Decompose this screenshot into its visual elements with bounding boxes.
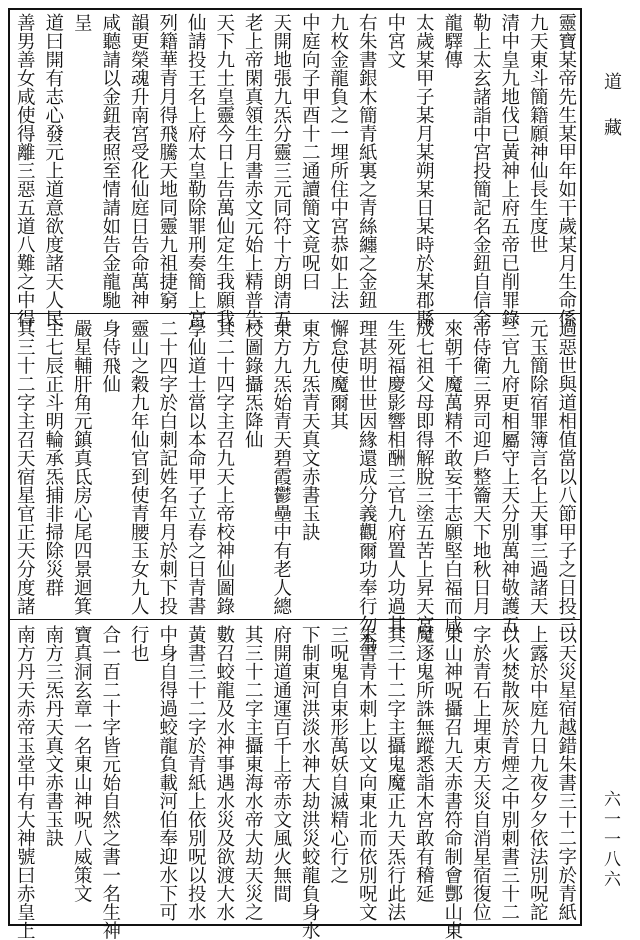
text-column: 嚴星輔肝角元鎮真氐房心尾四景迴箕: [71, 319, 93, 615]
text-column: 三官九府更相屬守上天分別萬神敬護五: [498, 319, 520, 634]
text-column: 呈: [71, 13, 93, 32]
text-column: 善男善女咸使得離三惡五道八難之中得: [14, 13, 36, 328]
text-column: 合一百二十字皆元始自然之書一名生神: [99, 625, 121, 940]
text-column: 上露於中庭九日九夜夕夕依法別呪詑: [527, 625, 549, 921]
text-column: 靈山之穀九年仙官到使青腰玉女九人: [128, 319, 150, 615]
text-column: 仙請投王名上府太皇勒除罪刑奏簡上宮: [185, 13, 207, 328]
margin-page-number: 六一一八六: [600, 790, 620, 890]
text-column: 學仙道士當以本命甲子立春之日青書: [185, 319, 207, 615]
text-column: 東山神呪攝召九天赤書符命制會酆山東: [441, 625, 463, 940]
text-column: 右朱書銀木簡青紙裏之青絲纏之金鈕: [356, 13, 378, 309]
text-column: 勒上太玄諸詣中宮投簡記名金鈕自信金: [470, 13, 492, 328]
text-column: 東方九炁始青天碧霞鬱壘中有老人總: [270, 319, 292, 615]
text-column: 咸聽請以金鈕表照至情請如告金龍馳: [99, 13, 121, 309]
text-column: 二十四字於白刺記姓名年月於刺下投: [156, 319, 178, 615]
text-column: 韻更榮魂升南宮受化仙庭日告命萬神: [128, 13, 150, 309]
text-column: 字於青石上埋東方天災自消星宿復位: [470, 625, 492, 921]
text-column: 龍驛傳: [441, 13, 463, 69]
text-column: 南方丹天赤帝玉堂中有大神號曰赤皇上: [14, 625, 36, 940]
text-region-top: [10, 13, 580, 328]
text-column: 三呪鬼自束形萬妖自滅精心行之: [327, 625, 349, 884]
text-column: 其二十四字主召九天上帝校神仙圖錄: [213, 319, 235, 615]
text-column: 過惡世與道相值當以八節甲子之日投三: [555, 319, 577, 634]
text-column: 中宮文: [384, 13, 406, 69]
text-column: 校圖錄攝炁降仙: [242, 319, 264, 449]
text-column: 其三十二字主攝東海水帝大劫天災之: [242, 625, 264, 921]
text-column: 其三十二字主召天宿星官正天分度諸: [14, 319, 36, 615]
text-column: 以火焚散灰於青煙之中別刺書三十二: [498, 625, 520, 921]
text-column: 寶真洞玄章一名東山神呪八威策文: [71, 625, 93, 903]
text-column: 帝侍衛三界司迎戶整籥天下地秋日月: [470, 319, 492, 615]
text-column: 清中皇九地伐已黃神上府五帝已削罪錄: [498, 13, 520, 328]
text-column: 東方九炁青天真文赤書玉訣: [299, 319, 321, 541]
margin-book-title: 道: [601, 72, 622, 90]
text-column: 天開地張九炁分靈三元同符十方朗清五: [270, 13, 292, 328]
text-column: 府開道通運百千上帝赤文風火無間: [270, 625, 292, 903]
text-column: 數召蛟龍及水神事遇水災及欲渡大水: [213, 625, 235, 921]
text-column: 行也: [128, 625, 150, 662]
text-column: 生死福慶影響相酬三官九府置人功過其: [384, 319, 406, 634]
text-column: 天下九土皇靈今日上告萬仙定生我願我: [213, 13, 235, 328]
text-column: 來朝千魔萬精不敢妄干志願堅白福而咸: [441, 319, 463, 634]
text-column: 九天東斗簡籍願神仙長生度世: [527, 13, 549, 254]
text-column: 靈寶某帝先生某甲年如干歲某月生命係: [555, 13, 577, 328]
text-column: 中庭向子甲酉十二通讀簡文竟呪曰: [299, 13, 321, 291]
text-column: 老上帝閑真領生月書赤文元始上精普告: [242, 13, 264, 328]
text-column: 理甚明世世因緣還成分義觀爾功奉行勿為: [356, 319, 378, 652]
text-column: 九枚金龍負之一埋所住中宮恭如上法: [327, 13, 349, 309]
text-column: 太歲某甲子某月某朔某日某時於某郡縣: [413, 13, 435, 328]
text-column: 元玉簡除宿罪簿言名上天事三過諸天: [527, 319, 549, 615]
margin-section-title: 藏: [601, 118, 622, 136]
text-column: 黃書三十二字於青紙上依別呪以投水: [185, 625, 207, 921]
text-column: 主七辰正斗明輪承炁捕非掃除災群: [42, 319, 64, 597]
text-column: 下制東河洪淡水神大劫洪災蛟龍負身水: [299, 625, 321, 940]
text-region-bottom: [10, 625, 580, 940]
text-column: 身侍飛仙: [99, 319, 121, 393]
text-column: 朱書青木刺上以文向東北而依別呪文: [356, 625, 378, 921]
text-column: 以天災星宿越錯朱書三十二字於青紙: [555, 625, 577, 921]
text-column: 南方三炁丹天真文赤書玉訣: [42, 625, 64, 847]
text-column: 成七祖父母即得解脫三塗五苦上昇天宮: [413, 319, 435, 634]
region-divider: [8, 313, 582, 314]
text-column: 魔逐鬼所誅無蹤悉詣木宮敢有稽延: [413, 625, 435, 903]
region-divider: [8, 619, 582, 620]
text-column: 懈怠使魔爾其: [327, 319, 349, 430]
text-column: 列籍華青月得飛騰天地同靈九祖捷窮: [156, 13, 178, 309]
text-column: 其三十二字主攝鬼魔正九天炁行此法: [384, 625, 406, 921]
text-column: 道曰開有志心發元上道意欲度諸天人民: [42, 13, 64, 328]
text-column: 中身自得過蛟龍負載河伯奉迎水下可: [156, 625, 178, 921]
